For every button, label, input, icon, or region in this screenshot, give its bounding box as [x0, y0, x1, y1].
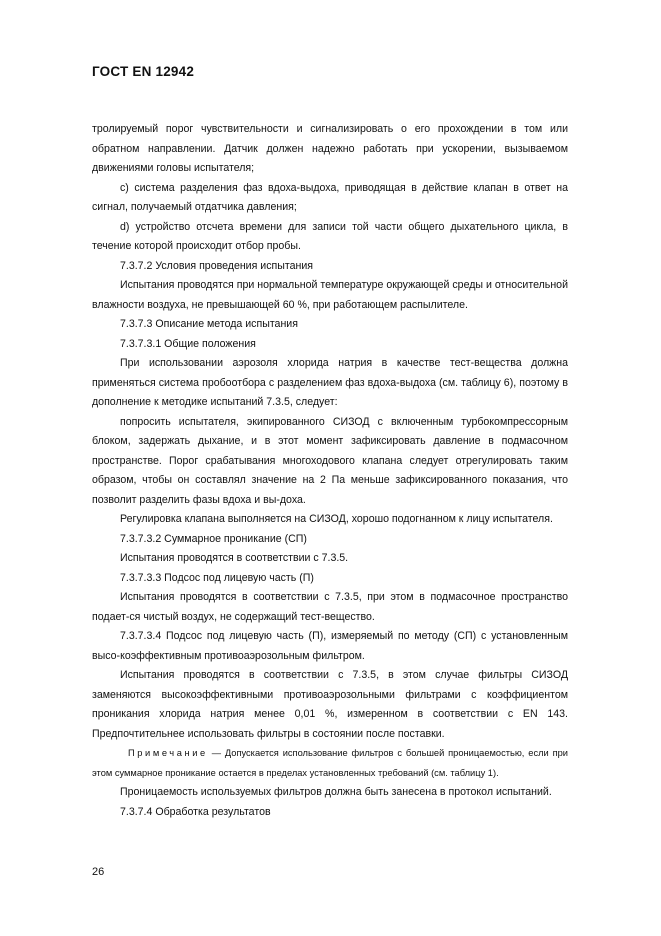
note-text: — Допускается использование фильтров с большей проницаемостью, если при этом суммарное проникание остается в пределах установленных требований (см. таблицу 1).	[92, 748, 568, 778]
body-text	[92, 120, 568, 822]
paragraph: тролируемый порог чувствительности и сигнализировать о его прохождении в том или обратном направлении. Датчик должен надежно работать при ускорении, вызываемом движениями головы испытателя;	[92, 123, 568, 174]
note-label: Примечание	[128, 748, 208, 758]
paragraph: Испытания проводятся при нормальной температуре окружающей среды и относительной влажности воздуха, не превышающей 60 %, при работающем распылителе.	[92, 279, 568, 311]
paragraph-list-after-note	[92, 783, 568, 822]
page-number: 26	[92, 866, 105, 878]
paragraph: 7.3.7.4 Обработка результатов	[120, 805, 271, 818]
paragraph: 7.3.7.3.1 Общие положения	[120, 337, 256, 350]
paragraph-list	[92, 120, 568, 744]
paragraph: Испытания проводятся в соответствии с 7.3.5, в этом случае фильтры СИЗОД заменяются высокоэффективными противоаэрозольными фильтрами с коэффициентом проникания хлорида натрия менее 0,01 %, измеренном в соответствии с EN 143. Предпочтительнее использовать фильтры в состоянии после поставки.	[92, 669, 568, 740]
paragraph: 7.3.7.2 Условия проведения испытания	[120, 259, 313, 272]
paragraph: Проницаемость используемых фильтров должна быть занесена в протокол испытаний.	[120, 786, 552, 798]
paragraph: 7.3.7.3.4 Подсос под лицевую часть (П), измеряемый по методу (СП) с установленным высо-коэффективным противоаэрозольным фильтром.	[92, 630, 568, 662]
note-paragraph	[92, 744, 568, 783]
standard-header: ГОСТ EN 12942	[92, 64, 195, 79]
paragraph: 7.3.7.3 Описание метода испытания	[120, 318, 298, 330]
paragraph: попросить испытателя, экипированного СИЗОД с включенным турбокомпрессорным блоком, задержать дыхание, и в этот момент зафиксировать давление в подмасочном пространстве. Порог срабатывания многоходового клапана следует отрегулировать таким образом, чтобы он составлял значение на 2 Па меньше зафиксированного показания, что позволит разделить фазы вдоха и вы-доха.	[92, 415, 568, 506]
paragraph: Регулировка клапана выполняется на СИЗОД, хорошо подогнанном к лицу испытателя.	[120, 513, 553, 525]
paragraph: d) устройство отсчета времени для записи той части общего дыхательного цикла, в течение которой происходит отбор пробы.	[92, 220, 568, 252]
paragraph: Испытания проводятся в соответствии с 7.3.5.	[120, 552, 349, 564]
paragraph: При использовании аэрозоля хлорида натрия в качестве тест-вещества должна применяться система пробоотбора с разделением фаз вдоха-выдоха (см. таблицу 6), поэтому в дополнение к методике испытаний 7.3.5, следует:	[92, 357, 568, 408]
paragraph: Испытания проводятся в соответствии с 7.3.5, при этом в подмасочное пространство подает-ся чистый воздух, не содержащий тест-вещество.	[92, 591, 568, 623]
paragraph: 7.3.7.3.2 Суммарное проникание (СП)	[120, 532, 307, 545]
paragraph: 7.3.7.3.3 Подсос под лицевую часть (П)	[120, 571, 314, 584]
paragraph: с) система разделения фаз вдоха-выдоха, приводящая в действие клапан в ответ на сигнал, получаемый отдатчика давления;	[92, 181, 568, 213]
